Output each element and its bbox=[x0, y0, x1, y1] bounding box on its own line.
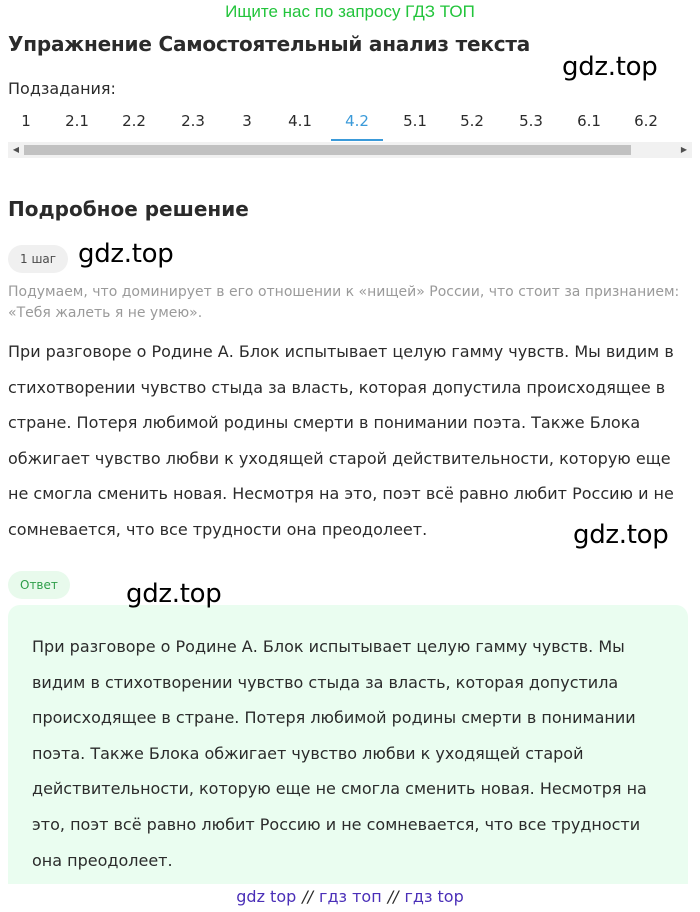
answer-badge: Ответ bbox=[8, 571, 70, 599]
watermark: gdz.top bbox=[78, 239, 174, 269]
scroll-left-arrow-icon[interactable]: ◀ bbox=[12, 145, 20, 154]
subtask-tab[interactable]: 2.2 bbox=[122, 112, 146, 130]
search-banner[interactable]: Ищите нас по запросу ГДЗ ТОП bbox=[225, 2, 475, 21]
footer-link[interactable]: gdz top bbox=[236, 887, 297, 906]
hint-text: Подумаем, что доминирует в его отношении к «нищей» России, что стоит за признанием: «Тебя жалеть я не умею». bbox=[8, 284, 680, 321]
exercise-title: Упражнение Самостоятельный анализ текста bbox=[8, 32, 531, 56]
answer-box bbox=[8, 605, 688, 884]
subtask-tab[interactable]: 2.3 bbox=[181, 112, 205, 130]
footer-separator: // bbox=[387, 887, 399, 906]
subtask-tabs bbox=[8, 107, 692, 141]
subtask-tab[interactable]: 5.1 bbox=[403, 112, 427, 130]
watermark: gdz.top bbox=[573, 520, 669, 550]
watermark: gdz.top bbox=[562, 52, 658, 82]
footer-separator: // bbox=[302, 887, 314, 906]
subtask-tab[interactable]: 3 bbox=[242, 112, 252, 130]
scroll-right-arrow-icon[interactable]: ▶ bbox=[680, 145, 688, 154]
solution-text: При разговоре о Родине А. Блок испытывает целую гамму чувств. Мы видим в стихотворении чувство стыда за власть, которая допустила происходящее в стране. Потеря любимой родины смерти в понимании поэта. Также Блока обжигает чувство любви к уходящей старой действительности, которую еще не смогла сменить новая. Несмотря на это, поэт всё равно любит Россию и не сомневается, что все трудности она преодолеет. bbox=[8, 342, 674, 539]
subtask-tab[interactable]: 5.3 bbox=[519, 112, 543, 130]
scroll-thumb[interactable] bbox=[24, 145, 631, 155]
subtask-tab-active[interactable]: 4.2 bbox=[331, 107, 383, 137]
footer-links bbox=[0, 884, 700, 910]
answer-text: При разговоре о Родине А. Блок испытывает целую гамму чувств. Мы видим в стихотворении чувство стыда за власть, которая допустила происходящее в стране. Потеря любимой родины смерти в понимании поэта. Также Блока обжигает чувство любви к уходящей старой действительности, которую еще не смогла сменить новая. Несмотря на это, поэт всё равно любит Россию и не сомневается, что все трудности она преодолеет. bbox=[32, 637, 647, 870]
watermark: gdz.top bbox=[126, 579, 222, 609]
subtask-tab[interactable]: 1 bbox=[21, 112, 31, 130]
subtask-tab[interactable]: 4.1 bbox=[288, 112, 312, 130]
step-badge: 1 шаг bbox=[8, 245, 68, 273]
solution-title: Подробное решение bbox=[8, 197, 249, 221]
subtask-tab[interactable]: 6.2 bbox=[634, 112, 658, 130]
horizontal-scrollbar[interactable] bbox=[8, 142, 692, 158]
footer-link[interactable]: гдз топ bbox=[319, 887, 382, 906]
subtask-tab[interactable]: 5.2 bbox=[460, 112, 484, 130]
subtasks-label: Подзадания: bbox=[8, 79, 116, 98]
footer-link[interactable]: гдз top bbox=[404, 887, 464, 906]
subtask-tab[interactable]: 2.1 bbox=[65, 112, 89, 130]
subtask-tab[interactable]: 6.1 bbox=[577, 112, 601, 130]
